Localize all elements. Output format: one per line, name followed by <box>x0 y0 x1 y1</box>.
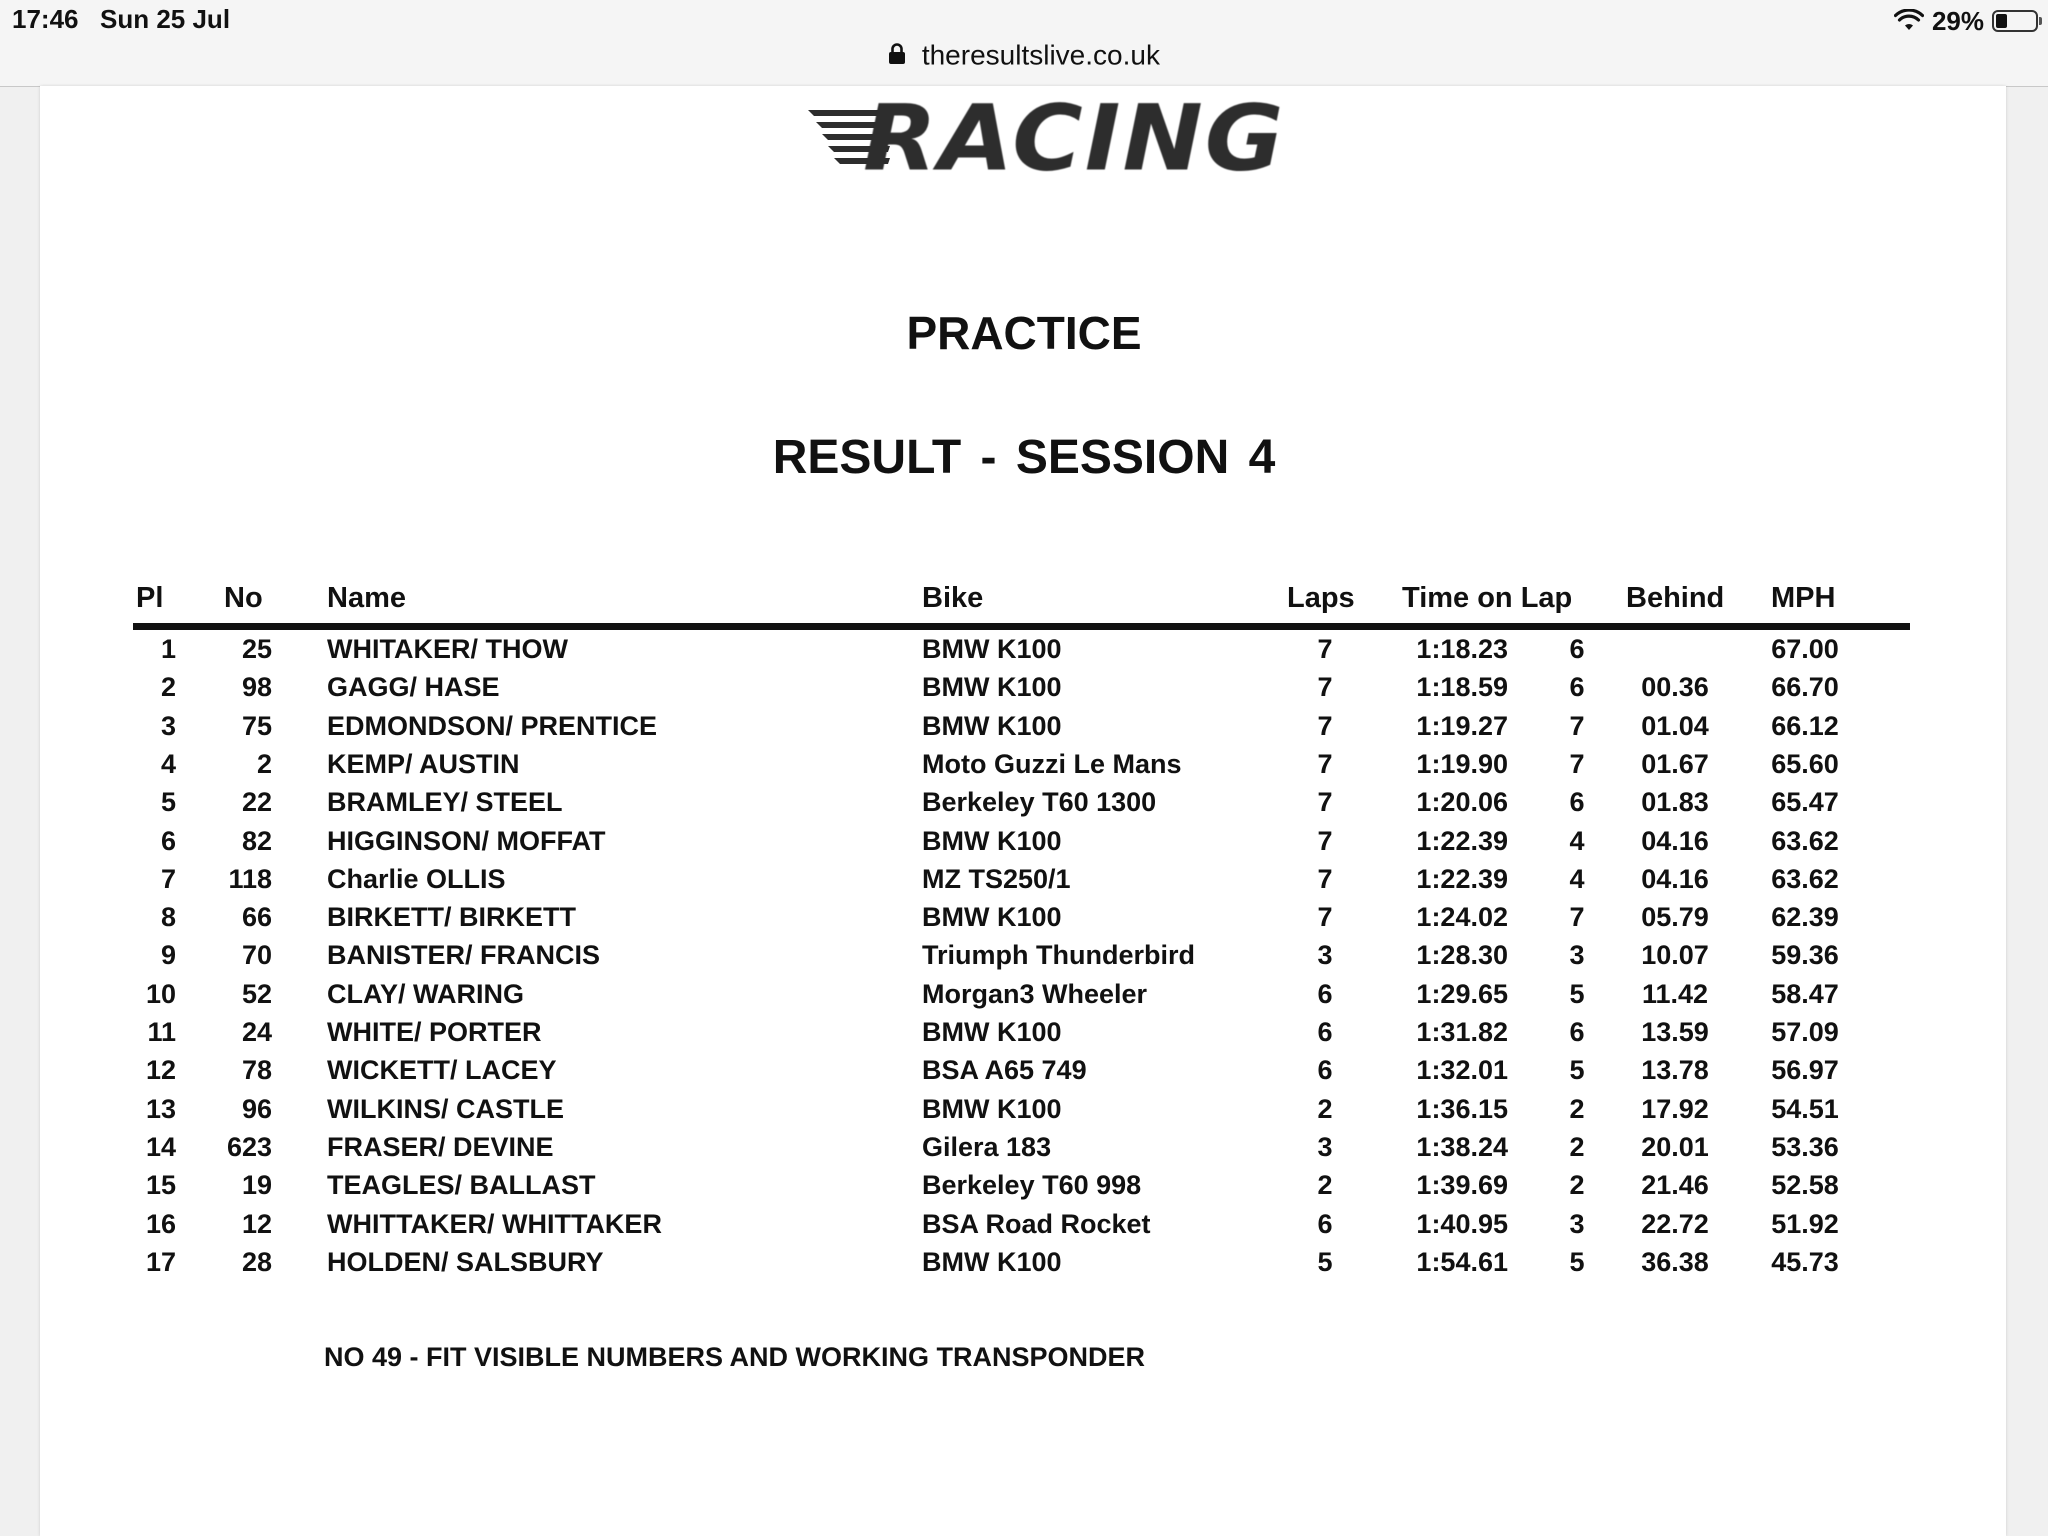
cell-number: 98 <box>241 672 272 703</box>
cell-behind: 10.07 <box>1641 940 1709 971</box>
cell-position: 16 <box>145 1208 176 1239</box>
cell-mph: 66.12 <box>1771 710 1839 741</box>
cell-on-lap: 4 <box>1569 825 1585 856</box>
cell-number: 75 <box>241 710 272 741</box>
cell-mph: 66.70 <box>1771 672 1839 703</box>
cell-time: 1:38.24 <box>1416 1131 1508 1162</box>
cell-behind: 13.78 <box>1641 1055 1709 1086</box>
battery-percentage: 29% <box>1931 5 1984 36</box>
cell-on-lap: 6 <box>1569 672 1585 703</box>
cell-laps: 7 <box>1317 825 1333 856</box>
cell-behind: 01.67 <box>1641 748 1709 779</box>
cell-mph: 65.60 <box>1771 748 1839 779</box>
url-text: theresultslive.co.uk <box>921 39 1160 71</box>
header-bike: Bike <box>922 582 984 614</box>
cell-behind: 20.01 <box>1641 1131 1709 1162</box>
cell-name: BANISTER/ FRANCIS <box>327 940 601 971</box>
table-row <box>0 826 2048 864</box>
cell-position: 10 <box>145 978 176 1009</box>
cell-time: 1:31.82 <box>1416 1017 1508 1047</box>
cell-behind: 21.46 <box>1641 1170 1709 1201</box>
table-row <box>0 1094 2048 1132</box>
cell-name: KEMP/ AUSTIN <box>327 748 520 779</box>
cell-position: 2 <box>160 672 176 703</box>
cell-time: 1:32.01 <box>1416 1055 1508 1086</box>
table-row <box>0 1170 2048 1208</box>
cell-laps: 5 <box>1317 1246 1333 1277</box>
cell-position: 17 <box>145 1246 176 1277</box>
table-row <box>0 1017 2048 1055</box>
cell-number: 2 <box>256 748 272 779</box>
logo-text: RACING <box>863 84 1286 192</box>
cell-laps: 6 <box>1317 1055 1333 1086</box>
cell-bike: BMW K100 <box>922 1017 1062 1047</box>
cell-time: 1:36.15 <box>1416 1093 1508 1124</box>
page-title: PRACTICE <box>906 307 1142 359</box>
cell-on-lap: 5 <box>1569 978 1585 1009</box>
cell-number: 19 <box>241 1170 272 1201</box>
cell-time: 1:19.90 <box>1416 748 1508 779</box>
cell-number: 12 <box>241 1208 272 1239</box>
status-date: Sun 25 Jul <box>100 4 231 34</box>
cell-mph: 58.47 <box>1771 978 1839 1009</box>
wifi-icon <box>1894 9 1924 33</box>
cell-on-lap: 7 <box>1569 748 1585 779</box>
cell-laps: 7 <box>1317 710 1333 741</box>
cell-position: 5 <box>160 787 176 818</box>
cell-bike: Berkeley T60 998 <box>922 1170 1142 1201</box>
header-laps: Laps <box>1287 582 1355 614</box>
session-title: RESULT - SESSION 4 <box>772 431 1276 484</box>
cell-name: TEAGLES/ BALLAST <box>327 1170 596 1201</box>
header-divider <box>133 623 1910 630</box>
cell-name: EDMONDSON/ PRENTICE <box>327 710 658 741</box>
cell-behind: 01.04 <box>1641 710 1709 741</box>
cell-number: 24 <box>241 1017 272 1047</box>
cell-time: 1:18.59 <box>1416 672 1508 703</box>
table-row <box>0 940 2048 978</box>
cell-mph: 63.62 <box>1771 863 1839 894</box>
cell-name: WHITTAKER/ WHITTAKER <box>327 1208 662 1239</box>
table-row <box>0 672 2048 710</box>
cell-position: 12 <box>145 1055 176 1086</box>
cell-time: 1:20.06 <box>1416 787 1508 818</box>
cell-time: 1:29.65 <box>1416 978 1508 1009</box>
cell-time: 1:22.39 <box>1416 863 1508 894</box>
cell-position: 9 <box>160 940 176 971</box>
cell-on-lap: 5 <box>1569 1246 1585 1277</box>
address-bar[interactable] <box>0 38 2048 72</box>
cell-laps: 7 <box>1317 863 1333 894</box>
cell-bike: Gilera 183 <box>922 1131 1052 1162</box>
cell-laps: 7 <box>1317 902 1333 933</box>
cell-name: Charlie OLLIS <box>327 863 506 894</box>
cell-number: 25 <box>241 634 272 664</box>
cell-time: 1:39.69 <box>1416 1170 1508 1201</box>
cell-bike: BMW K100 <box>922 1246 1062 1277</box>
cell-on-lap: 2 <box>1569 1093 1585 1124</box>
cell-on-lap: 7 <box>1569 710 1585 741</box>
cell-position: 6 <box>160 825 176 856</box>
cell-on-lap: 7 <box>1569 902 1585 933</box>
cell-number: 66 <box>241 902 272 933</box>
cell-mph: 54.51 <box>1771 1093 1839 1124</box>
cell-name: HOLDEN/ SALSBURY <box>327 1246 604 1277</box>
cell-position: 11 <box>147 1017 176 1047</box>
status-indicators <box>1894 4 2038 38</box>
battery-icon <box>1992 10 2038 32</box>
cell-mph: 52.58 <box>1771 1170 1839 1201</box>
cell-laps: 7 <box>1317 672 1333 703</box>
table-row <box>0 749 2048 787</box>
cell-on-lap: 6 <box>1569 787 1585 818</box>
cell-bike: MZ TS250/1 <box>922 863 1071 894</box>
browser-top-bar <box>0 0 2048 87</box>
cell-number: 82 <box>241 825 272 856</box>
cell-laps: 7 <box>1317 787 1333 818</box>
table-row <box>0 1247 2048 1285</box>
table-row <box>0 711 2048 749</box>
cell-on-lap: 3 <box>1569 940 1585 971</box>
table-row <box>0 979 2048 1017</box>
table-row <box>0 1055 2048 1093</box>
cell-position: 15 <box>145 1170 176 1201</box>
cell-mph: 59.36 <box>1771 940 1839 971</box>
cell-bike: BSA Road Rocket <box>922 1208 1151 1239</box>
cell-mph: 45.73 <box>1771 1246 1839 1277</box>
cell-behind: 36.38 <box>1641 1246 1709 1277</box>
cell-time: 1:18.23 <box>1416 634 1508 664</box>
cell-on-lap: 6 <box>1569 634 1585 664</box>
cell-mph: 56.97 <box>1771 1055 1839 1086</box>
cell-bike: Triumph Thunderbird <box>922 940 1195 971</box>
cell-behind: 01.83 <box>1641 787 1709 818</box>
cell-position: 13 <box>145 1093 176 1124</box>
header-name: Name <box>327 582 406 614</box>
cell-number: 70 <box>241 940 272 971</box>
cell-name: WHITE/ PORTER <box>327 1017 542 1047</box>
lock-icon <box>888 43 906 65</box>
header-no: No <box>224 582 263 614</box>
cell-bike: BMW K100 <box>922 902 1062 933</box>
cell-position: 7 <box>160 863 176 894</box>
cell-laps: 6 <box>1317 1017 1333 1047</box>
cell-bike: BMW K100 <box>922 672 1062 703</box>
cell-number: 28 <box>241 1246 272 1277</box>
cell-name: WHITAKER/ THOW <box>327 634 568 664</box>
cell-laps: 3 <box>1317 940 1333 971</box>
cell-mph: 51.92 <box>1771 1208 1839 1239</box>
cell-position: 14 <box>145 1131 176 1162</box>
cell-on-lap: 4 <box>1569 863 1585 894</box>
cell-bike: BSA A65 749 <box>922 1055 1087 1086</box>
cell-behind: 22.72 <box>1641 1208 1709 1239</box>
battery-level <box>1996 14 2007 28</box>
cell-on-lap: 3 <box>1569 1208 1585 1239</box>
table-row <box>0 864 2048 902</box>
cell-position: 4 <box>160 748 176 779</box>
cell-time: 1:19.27 <box>1416 710 1508 741</box>
header-mph: MPH <box>1771 582 1836 614</box>
cell-mph: 53.36 <box>1771 1131 1839 1162</box>
cell-behind: 05.79 <box>1641 902 1709 933</box>
cell-number: 118 <box>228 863 272 894</box>
cell-mph: 67.00 <box>1771 634 1839 664</box>
header-behind: Behind <box>1626 582 1725 614</box>
cell-position: 1 <box>160 634 176 664</box>
cell-name: WICKETT/ LACEY <box>327 1055 557 1086</box>
cell-laps: 6 <box>1317 1208 1333 1239</box>
cell-laps: 2 <box>1317 1093 1333 1124</box>
cell-bike: Moto Guzzi Le Mans <box>922 748 1182 779</box>
status-time: 17:46 <box>12 4 79 34</box>
cell-position: 8 <box>160 902 176 933</box>
cell-laps: 6 <box>1317 978 1333 1009</box>
header-time-onlap: Time on Lap <box>1402 582 1573 614</box>
cell-mph: 62.39 <box>1771 902 1839 933</box>
cell-laps: 2 <box>1317 1170 1333 1201</box>
cell-behind: 13.59 <box>1641 1017 1709 1047</box>
table-row <box>0 1209 2048 1247</box>
cell-bike: BMW K100 <box>922 1093 1062 1124</box>
table-row <box>0 787 2048 825</box>
cell-mph: 65.47 <box>1771 787 1839 818</box>
cell-on-lap: 2 <box>1569 1131 1585 1162</box>
cell-bike: BMW K100 <box>922 634 1062 664</box>
cell-behind: 04.16 <box>1641 863 1709 894</box>
cell-on-lap: 2 <box>1569 1170 1585 1201</box>
cell-number: 96 <box>241 1093 272 1124</box>
cell-on-lap: 5 <box>1569 1055 1585 1086</box>
cell-name: BRAMLEY/ STEEL <box>327 787 563 818</box>
cell-name: BIRKETT/ BIRKETT <box>327 902 576 933</box>
cell-bike: Berkeley T60 1300 <box>922 787 1157 818</box>
cell-time: 1:22.39 <box>1416 825 1508 856</box>
cell-bike: BMW K100 <box>922 710 1062 741</box>
cell-time: 1:54.61 <box>1416 1246 1508 1277</box>
racing-logo <box>808 84 1286 192</box>
header-pl: Pl <box>136 582 164 614</box>
cell-time: 1:28.30 <box>1416 940 1508 971</box>
cell-name: CLAY/ WARING <box>327 978 525 1009</box>
footnote: NO 49 - FIT VISIBLE NUMBERS AND WORKING TRANSPONDER <box>324 1342 1146 1372</box>
cell-number: 22 <box>241 787 272 818</box>
cell-on-lap: 6 <box>1569 1017 1585 1047</box>
cell-name: FRASER/ DEVINE <box>327 1131 554 1162</box>
cell-name: GAGG/ HASE <box>327 672 500 703</box>
cell-time: 1:24.02 <box>1416 902 1508 933</box>
cell-mph: 57.09 <box>1771 1017 1839 1047</box>
cell-bike: Morgan3 Wheeler <box>922 978 1148 1009</box>
cell-number: 52 <box>241 978 272 1009</box>
cell-laps: 3 <box>1317 1131 1333 1162</box>
cell-name: HIGGINSON/ MOFFAT <box>327 825 606 856</box>
cell-number: 623 <box>226 1131 272 1162</box>
cell-behind: 04.16 <box>1641 825 1709 856</box>
cell-name: WILKINS/ CASTLE <box>327 1093 564 1124</box>
cell-laps: 7 <box>1317 634 1333 664</box>
cell-bike: BMW K100 <box>922 825 1062 856</box>
cell-behind: 00.36 <box>1641 672 1709 703</box>
table-row <box>0 902 2048 940</box>
table-row <box>0 634 2048 672</box>
table-row <box>0 1132 2048 1170</box>
cell-position: 3 <box>160 710 176 741</box>
cell-mph: 63.62 <box>1771 825 1839 856</box>
cell-number: 78 <box>241 1055 272 1086</box>
cell-behind: 11.42 <box>1641 978 1709 1009</box>
cell-behind: 17.92 <box>1641 1093 1709 1124</box>
cell-time: 1:40.95 <box>1416 1208 1508 1239</box>
cell-laps: 7 <box>1317 748 1333 779</box>
